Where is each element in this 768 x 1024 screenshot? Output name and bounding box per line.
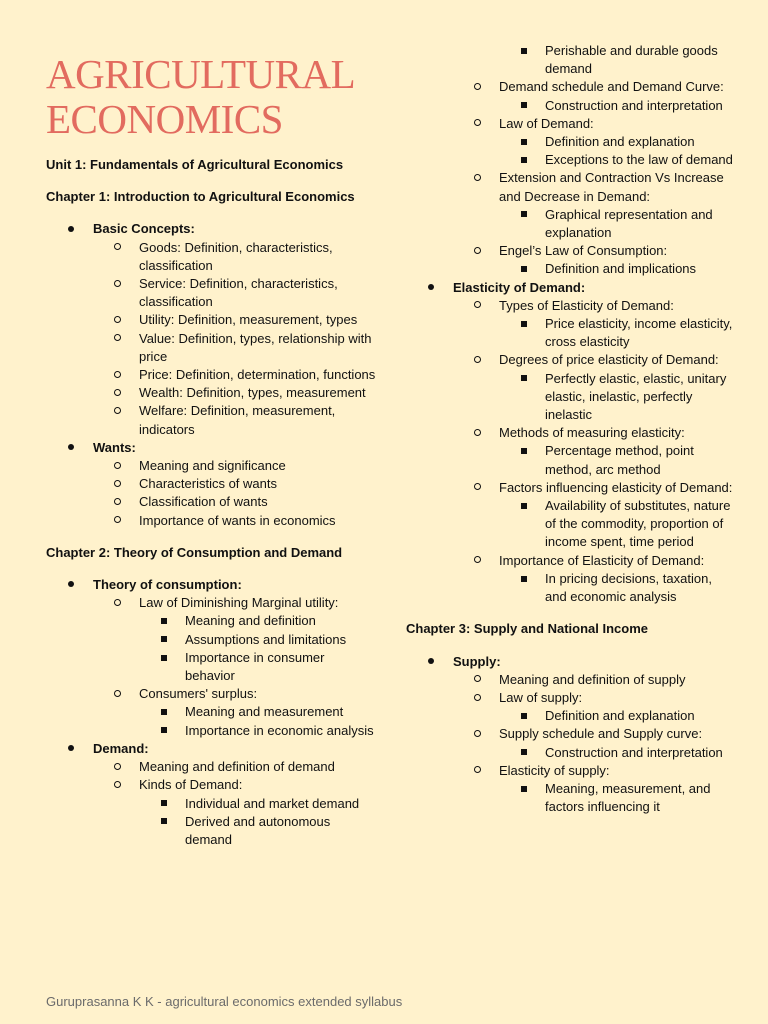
outline-item-text: Engel’s Law of Consumption: (499, 243, 668, 259)
hollow-circle-bullet-icon (474, 725, 481, 743)
outline-item-text: Percentage method, point method, arc method (545, 443, 694, 477)
outline-item-text: Theory of consumption: (93, 577, 242, 593)
outline-item-level-3 (406, 707, 736, 725)
hollow-circle-bullet-icon (474, 671, 481, 689)
outline-item-level-2 (46, 776, 376, 794)
outline-item-level-2 (46, 475, 376, 493)
outline-item-level-3 (46, 795, 376, 813)
outline-item-text: Individual and market demand (185, 795, 360, 811)
filled-square-bullet-icon (521, 42, 527, 60)
outline-item-text: Meaning and significance (139, 458, 286, 474)
outline-item-level-3 (406, 315, 736, 351)
outline-item-text: Definition and explanation (545, 708, 695, 724)
outline-item-level-2 (46, 457, 376, 475)
filled-square-bullet-icon (521, 206, 527, 224)
filled-circle-bullet-icon (68, 439, 74, 457)
outline-item-text: Degrees of price elasticity of Demand: (499, 352, 719, 368)
outline-item-level-2 (46, 493, 376, 511)
hollow-circle-bullet-icon (114, 512, 121, 530)
hollow-circle-bullet-icon (114, 758, 121, 776)
outline-item-text: Exceptions to the law of demand (545, 152, 733, 168)
section-heading: Chapter 2: Theory of Consumption and Demand (46, 544, 343, 560)
filled-square-bullet-icon (161, 631, 167, 649)
outline-item-level-3 (46, 722, 376, 740)
hollow-circle-bullet-icon (114, 685, 121, 703)
outline-item-text: Consumers' surplus: (139, 686, 258, 702)
outline-item-text: Wants: (93, 439, 136, 455)
filled-circle-bullet-icon (428, 279, 434, 297)
outline-item-level-2 (406, 115, 736, 133)
spacer (46, 562, 376, 576)
outline-item-text: Characteristics of wants (139, 476, 277, 492)
filled-circle-bullet-icon (68, 740, 74, 758)
outline-item-level-1 (46, 439, 376, 457)
filled-square-bullet-icon (521, 260, 527, 278)
outline-item-level-2 (46, 275, 376, 311)
outline-item-level-2 (406, 479, 736, 497)
outline-item-level-3 (46, 703, 376, 721)
outline-item-text: Types of Elasticity of Demand: (499, 297, 674, 313)
outline-item-text: Demand: (93, 740, 149, 756)
outline-item-text: Derived and autonomous demand (185, 813, 331, 847)
filled-square-bullet-icon (521, 570, 527, 588)
outline-item-text: Construction and interpretation (545, 744, 723, 760)
outline-item-level-1 (46, 576, 376, 594)
outline-item-level-1 (46, 220, 376, 238)
outline-item-text: Basic Concepts: (93, 221, 195, 237)
hollow-circle-bullet-icon (114, 275, 121, 293)
outline-item-text: Wealth: Definition, types, measurement (139, 385, 366, 401)
outline-item-level-2 (46, 512, 376, 530)
outline-item-level-3 (46, 612, 376, 630)
filled-square-bullet-icon (521, 497, 527, 515)
outline-item-text: Graphical representation and explanation (545, 206, 713, 241)
outline-item-text: Kinds of Demand: (139, 777, 243, 793)
outline-item-text: Meaning and definition of supply (499, 671, 686, 687)
hollow-circle-bullet-icon (474, 689, 481, 707)
outline-item-text: Elasticity of Demand: (453, 279, 586, 295)
section-heading: Chapter 1: Introduction to Agricultural Economics (46, 189, 355, 205)
hollow-circle-bullet-icon (114, 493, 121, 511)
outline-item-text: Price elasticity, income elasticity, cross elasticity (545, 316, 733, 350)
outline-item-level-2 (406, 351, 736, 369)
hollow-circle-bullet-icon (114, 475, 121, 493)
outline-item-text: Assumptions and limitations (185, 631, 347, 647)
hollow-circle-bullet-icon (474, 351, 481, 369)
hollow-circle-bullet-icon (474, 78, 481, 96)
outline-item-text: Meaning, measurement, and factors influencing it (545, 780, 711, 815)
outline-item-text: Law of Diminishing Marginal utility: (139, 595, 339, 611)
filled-square-bullet-icon (521, 442, 527, 460)
outline-item-level-2 (46, 685, 376, 703)
outline-item-level-2 (46, 402, 376, 438)
hollow-circle-bullet-icon (474, 242, 481, 260)
outline-item-text: Price: Definition, determination, functions (139, 367, 376, 383)
page-footer: Guruprasanna K K - agricultural economics extended syllabus (46, 994, 403, 1009)
outline-item-text: Importance of wants in economics (139, 512, 336, 528)
outline-item-level-3 (406, 442, 736, 478)
hollow-circle-bullet-icon (474, 424, 481, 442)
hollow-circle-bullet-icon (474, 762, 481, 780)
outline-item-level-2 (406, 424, 736, 442)
hollow-circle-bullet-icon (474, 552, 481, 570)
outline-item-level-2 (46, 239, 376, 275)
section-heading: Unit 1: Fundamentals of Agricultural Economics (46, 157, 344, 172)
hollow-circle-bullet-icon (114, 311, 121, 329)
outline-item-text: Service: Definition, characteristics, classification (139, 276, 338, 310)
outline-item-level-2 (46, 311, 376, 329)
outline-item-level-3 (406, 151, 736, 169)
outline-item-text: Goods: Definition, characteristics, classification (139, 239, 333, 273)
spacer (46, 530, 376, 544)
hollow-circle-bullet-icon (114, 776, 121, 794)
outline-item-level-3 (46, 649, 376, 685)
outline-item-level-1 (406, 653, 736, 671)
outline-item-text: Perishable and durable goods demand (545, 43, 718, 77)
outline-item-level-3 (406, 570, 736, 606)
outline-item-level-2 (406, 725, 736, 743)
outline-item-level-3 (406, 744, 736, 762)
outline-item-text: Law of Demand: (499, 115, 594, 131)
filled-square-bullet-icon (161, 795, 167, 813)
outline-item-text: Law of supply: (499, 689, 583, 705)
outline-item-text: Methods of measuring elasticity: (499, 425, 685, 441)
outline-item-level-2 (406, 552, 736, 570)
outline-item-text: Definition and explanation (545, 134, 695, 150)
hollow-circle-bullet-icon (474, 115, 481, 133)
outline-item-level-2 (406, 671, 736, 689)
filled-circle-bullet-icon (68, 576, 74, 594)
outline-item-level-2 (406, 242, 736, 260)
outline-item-text: Availability of substitutes, nature of the commodity, proportion of income spent, time period (545, 498, 731, 550)
outline-item-level-1 (46, 740, 376, 758)
hollow-circle-bullet-icon (114, 366, 121, 384)
outline-item-level-3 (406, 780, 736, 816)
outline-item-level-2 (406, 78, 736, 96)
hollow-circle-bullet-icon (474, 297, 481, 315)
hollow-circle-bullet-icon (114, 402, 121, 420)
outline-item-level-2 (406, 169, 736, 205)
outline-item-text: Meaning and measurement (185, 704, 344, 720)
outline-item-text: Value: Definition, types, relationship with price (139, 330, 372, 364)
outline-item-text: Extension and Contraction Vs Increase and Decrease in Demand: (499, 170, 724, 204)
outline-item-level-2 (46, 384, 376, 402)
outline-item-level-3 (406, 42, 736, 78)
outline-item-level-3 (406, 206, 736, 242)
filled-circle-bullet-icon (428, 653, 434, 671)
hollow-circle-bullet-icon (114, 330, 121, 348)
spacer (406, 606, 736, 620)
hollow-circle-bullet-icon (114, 239, 121, 257)
filled-square-bullet-icon (161, 722, 167, 740)
outline-item-text: In pricing decisions, taxation, and economic analysis (545, 570, 712, 605)
filled-square-bullet-icon (161, 703, 167, 721)
filled-square-bullet-icon (521, 97, 527, 115)
filled-square-bullet-icon (161, 813, 167, 831)
filled-square-bullet-icon (521, 370, 527, 388)
outline-item-level-3 (406, 133, 736, 151)
hollow-circle-bullet-icon (474, 479, 481, 497)
outline-item-text: Importance in consumer behavior (185, 649, 325, 684)
section-heading: Chapter 3: Supply and National Income (406, 621, 648, 637)
hollow-circle-bullet-icon (474, 169, 481, 187)
outline-item-text: Importance in economic analysis (185, 722, 374, 738)
outline-item-text: Meaning and definition of demand (139, 759, 335, 775)
outline-item-text: Welfare: Definition, measurement, indicators (139, 403, 336, 437)
spacer (46, 206, 376, 220)
title-line-1: AGRICULTURAL (46, 51, 356, 97)
filled-square-bullet-icon (521, 707, 527, 725)
hollow-circle-bullet-icon (114, 594, 121, 612)
outline-item-level-3 (46, 813, 376, 849)
spacer (406, 639, 736, 653)
filled-square-bullet-icon (521, 133, 527, 151)
outline-item-level-2 (46, 594, 376, 612)
filled-circle-bullet-icon (68, 220, 74, 238)
hollow-circle-bullet-icon (114, 457, 121, 475)
left-column (46, 156, 376, 849)
outline-item-level-3 (46, 631, 376, 649)
filled-square-bullet-icon (521, 780, 527, 798)
filled-square-bullet-icon (521, 744, 527, 762)
outline-item-text: Meaning and definition (185, 613, 316, 629)
outline-item-level-2 (46, 366, 376, 384)
outline-item-level-3 (406, 497, 736, 552)
filled-square-bullet-icon (521, 151, 527, 169)
filled-square-bullet-icon (161, 649, 167, 667)
outline-item-text: Demand schedule and Demand Curve: (499, 79, 724, 95)
outline-item-text: Supply schedule and Supply curve: (499, 726, 703, 742)
outline-item-level-3 (406, 97, 736, 115)
filled-square-bullet-icon (521, 315, 527, 333)
document-title (46, 52, 406, 142)
filled-square-bullet-icon (161, 612, 167, 630)
hollow-circle-bullet-icon (114, 384, 121, 402)
outline-item-text: Perfectly elastic, elastic, unitary elastic, inelastic, perfectly inelastic (545, 370, 727, 423)
outline-item-text: Supply: (453, 653, 501, 669)
outline-item-level-3 (406, 260, 736, 278)
right-column (406, 42, 736, 816)
outline-item-level-2 (406, 689, 736, 707)
outline-item-level-3 (406, 370, 736, 425)
outline-item-level-2 (46, 330, 376, 366)
outline-item-level-2 (406, 762, 736, 780)
outline-item-text: Factors influencing elasticity of Demand: (499, 479, 733, 495)
outline-item-level-1 (406, 279, 736, 297)
outline-item-text: Definition and implications (545, 261, 697, 277)
outline-item-text: Elasticity of supply: (499, 762, 610, 778)
spacer (46, 174, 376, 188)
outline-item-level-2 (406, 297, 736, 315)
outline-item-text: Classification of wants (139, 494, 268, 510)
outline-item-level-2 (46, 758, 376, 776)
outline-item-text: Importance of Elasticity of Demand: (499, 552, 705, 568)
outline-item-text: Construction and interpretation (545, 97, 723, 113)
outline-item-text: Utility: Definition, measurement, types (139, 312, 358, 328)
title-line-2: ECONOMICS (46, 96, 283, 142)
